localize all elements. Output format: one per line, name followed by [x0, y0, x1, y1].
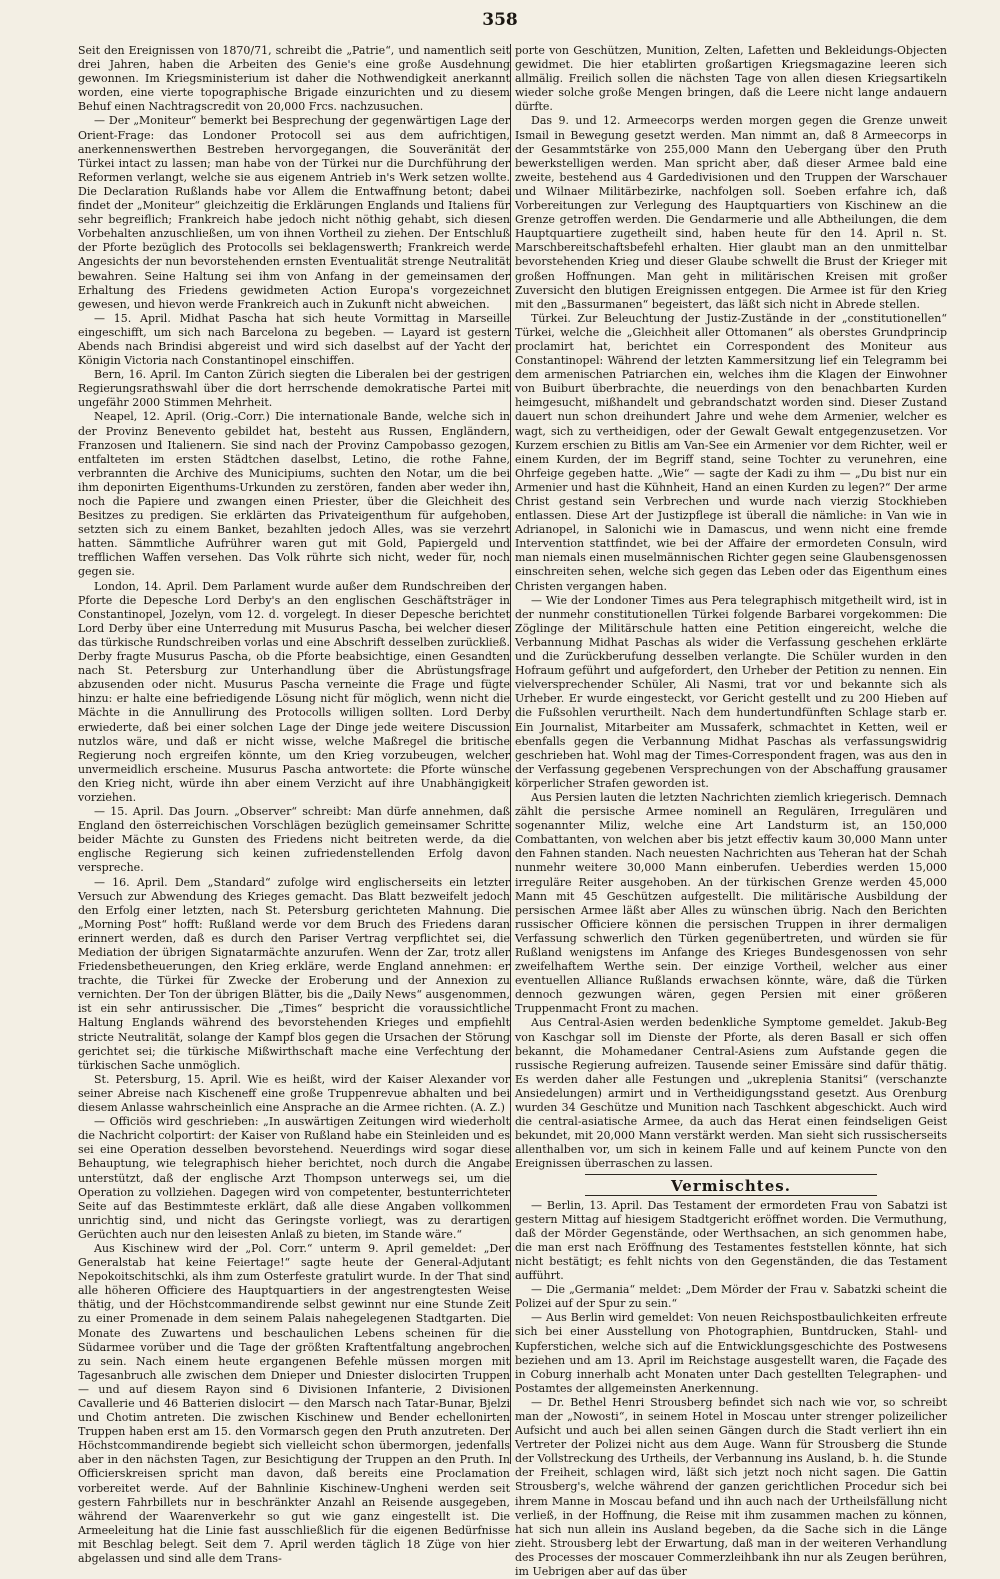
- section-rule: [585, 1195, 877, 1196]
- page-number: 358: [482, 10, 518, 30]
- dateline-paragraph-bern: Bern, 16. April. Im Canton Zürich siegten die Liberalen bei der gestrigen Regierungsrathswahl über die dort herrschende demokratische Partei mit ungefähr 2000 Stimmen Mehrheit.: [78, 368, 510, 410]
- article-paragraph: Das 9. und 12. Armeecorps werden morgen gegen die Grenze unweit Ismail in Bewegung gesetzt werden. Man nimmt an, daß 8 Armeecorps in der Gesammtstärke von 255,000 Mann den Uebergang über den Pruth bewerkstelligen werden. Man spricht aber, daß dieser Armee bald eine zweite, bestehend aus 4 Gardedivisionen und den Truppen der Warschauer und Wilnaer Militärbezirke, nachfolgen soll. Soeben erfahre ich, daß Vorbereitungen zur Verlegung des Hauptquartiers von Kischinew an die Grenze getroffen werden. Die Gendarmerie und alle Abtheilungen, die dem Hauptquartiere zugetheilt sind, haben heute für den 14. April n. St. Marschbereitschaftsbefehl erhalten. Hier glaubt man an den unmittelbar bevorstehenden Krieg und dieser Glaube schwellt die Brust der Krieger mit großen Hoffnungen. Man geht in militärischen Kreisen mit großer Zuversicht den blutigen Ereignissen entgegen. Die Armee ist für den Krieg mit den „Bassurmanen“ begeistert, das läßt sich nicht in Abrede stellen.: [515, 114, 947, 311]
- article-paragraph: — Dr. Bethel Henri Strousberg befindet sich nach wie vor, so schreibt man der „Nowosti“, in seinem Hotel in Moscau unter strenger polizeilicher Aufsicht und auch bei allen seinen Gängen durch die Stadt verliert ihn ein Vertreter der Polizei nicht aus dem Auge. Wann für Strousberg die Stunde der Vollstreckung des Urtheils, der Verbannung ins Ausland, b. h. die Stunde der Freiheit, schlagen wird, läßt sich jetzt noch nicht sagen. Die Gattin Strousberg's, welche während der ganzen gerichtlichen Procedur sich bei ihrem Manne in Moscau befand und ihn auch nach der Urtheilsfällung nicht verließ, in der Hoffnung, die Reise mit ihm zusammen machen zu können, hat sich nun allein ins Ausland begeben, da die Sache sich in die Länge zieht. Strousberg lebt der Erwartung, daß man in der weiteren Verhandlung des Processes der moscauer Commerzleihbank ihn nur als Zeugen berühren, im Uebrigen aber auf das über: [515, 1395, 947, 1579]
- article-paragraph: — Wie der Londoner Times aus Pera telegraphisch mitgetheilt wird, ist in der nunmehr constitutionellen Türkei folgende Barbarei vorgekommen: Die Zöglinge der Militärschule hatten eine Petition eingereicht, welche die Verbannung Midhat Paschas als wider die Verfassung geschehen erklärte und die Zurückberufung desselben verlangte. Die Schüler wurden in den Hofraum geführt und aufgefordert, den Urheber der Petition zu nennen. Ein vielversprechender Schüler, Ali Nasmi, trat vor und bekannte sich als Urheber. Er wurde eingesteckt, vor Gericht gestellt und zu 200 Hieben auf die Fußsohlen verurtheilt. Nach dem hundertundfünften Schlage starb er. Ein Journalist, Mitarbeiter am Mussaferk, schmachtet in Ketten, weil er ebenfalls gegen die Verbannung Midhat Paschas als verfassungswidrig geschrieben hat. Wohl mag der Times-Correspondent fragen, was aus den in der Verfassung gegebenen Versprechungen von der Abschaffung grausamer körperlicher Strafen geworden ist.: [515, 593, 947, 790]
- article-paragraph: — Aus Berlin wird gemeldet: Von neuen Reichspostbaulichkeiten erfreute sich bei einer Ausstellung von Photographien, Buntdrucken, Stahl- und Kupferstichen, welche sich auf die Entwicklungsgeschichte des Postwesens beziehen und am 13. April im Reichstage ausgestellt waren, die Façade des in Coburg innerhalb acht Monaten unter Dach gestellten Telegraphen- und Postamtes der allgemeinsten Anerkennung.: [515, 1311, 947, 1395]
- section-heading: Vermischtes.: [671, 1176, 791, 1195]
- article-paragraph: — 16. April. Dem „Standard“ zufolge wird englischerseits ein letzter Versuch zur Abwendung des Krieges gemacht. Das Blatt bezweifelt jedoch den Erfolg einer letzten, nach St. Petersburg gerichteten Mahnung. Die „Morning Post“ hofft: Rußland werde vor dem Bruch des Friedens daran erinnert werden, daß es durch den Pariser Vertrag verpflichtet sei, die Mediation der übrigen Signatarmächte anzurufen. Wenn der Zar, trotz aller Friedensbetheuerungen, den Krieg erkläre, werde England annehmen: er trachte, die Türkei für Zwecke der Eroberung und der Annexion zu vernichten. Der Ton der übrigen Blätter, bis die „Daily News“ ausgenommen, ist ein sehr antirussischer. Die „Times“ bespricht die voraussichtliche Haltung Englands während des bevorstehenden Krieges und empfiehlt stricte Neutralität, solange der Kampf blos gegen die Ursachen der Störung gerichtet sei; die türkische Mißwirthschaft mache eine Verfechtung der türkischen Sache unmöglich.: [78, 875, 510, 1072]
- dateline-paragraph-neapel: Neapel, 12. April. (Orig.-Corr.) Die internationale Bande, welche sich in der Provinz Benevento gebildet hat, besteht aus Russen, Engländern, Franzosen und Italienern. Sie sind nach der Provinz Campobasso gezogen, entfalteten im ersten Städtchen daselbst, Letino, die rothe Fahne, verbrannten die Archive des Municipiums, suchten den Notar, um die bei ihm deponirten Eigenthums-Urkunden zu zerstören, fanden aber weder ihn, noch die Papiere und zwangen einen Priester, über die Gleichheit des Besitzes zu predigen. Sie erklärten das Privateigenthum für aufgehoben, setzten sich zu einem Banket, bezahlten jedoch Alles, was sie verzehrt hatten. Sämmtliche Aufrührer waren gut mit Gold, Papiergeld und trefflichen Waffen versehen. Das Volk rührte sich nicht, weder für, noch gegen sie.: [78, 410, 510, 579]
- section-rule: [585, 1174, 877, 1175]
- column-divider: [510, 44, 511, 1464]
- dateline-paragraph-tuerkei: Türkei. Zur Beleuchtung der Justiz-Zustände in der „constitutionellen“ Türkei, welche die „Gleichheit aller Ottomanen“ als oberstes Grundprincip proclamirt hat, berichtet ein Correspondent des Moniteur aus Constantinopel: Während der letzten Kammersitzung lief ein Telegramm bei dem armenischen Patriarchen ein, welches ihm die Klagen der Einwohner von Buiburt überbrachte, die neuerdings von den benachbarten Kurden heimgesucht, mißhandelt und gebrandschatzt worden sind. Dieser Zustand dauert nun schon dreihundert Jahre und wehe dem Armenier, welcher es wagt, sich zu vertheidigen, oder der Gewalt Gewalt entgegenzusetzen. Vor Kurzem erschien zu Bitlis am Van-See ein Armenier vor dem Richter, weil er einem Kurden, der im Begriff stand, seine Tochter zu verunehren, eine Ohrfeige gegeben hatte. „Wie“ — sagte der Kadi zu ihm — „Du bist nur ein Armenier und hast die Kühnheit, Hand an einen Kurden zu legen?“ Der arme Christ gestand sein Verbrechen und wurde nach vierzig Stockhieben entlassen. Diese Art der Justizpflege ist überall die nämliche: in Van wie in Adrianopel, in Salonichi wie in Damascus, und wenn nicht eine fremde Intervention stattfindet, wie bei der Affaire der ermordeten Consuln, wird man niemals einen muselmännischen Richter gegen seine Glaubensgenossen einschreiten sehen, welche sich gegen das Leben oder das Eigenthum eines Christen vergangen haben.: [515, 311, 947, 593]
- article-paragraph: — 15. April. Midhat Pascha hat sich heute Vormittag in Marseille eingeschifft, um sich nach Barcelona zu begeben. — Layard ist gestern Abends nach Brindisi abgereist und wird sich daselbst auf der Yacht der Königin Victoria nach Constantinopel einschiffen.: [78, 311, 510, 368]
- left-column: [78, 44, 510, 1566]
- article-paragraph: Aus Kischinew wird der „Pol. Corr.“ unterm 9. April gemeldet: „Der Generalstab hat keine Feiertage!“ sagte heute der General-Adjutant Nepokoitschitschki, als ihm zum Osterfeste gratulirt wurde. In der That sind alle höheren Officiere des Hauptquartiers in der angestrengtesten Weise thätig, und der Höchstcommandirende selbst gewinnt nur eine Stunde Zeit zu einer Promenade in dem seinem Palais nahegelegenen Stadtgarten. Die Monate des Zuwartens und beschaulichen Lebens scheinen für die Südarmee vorüber und die Tage der größten Kraftentfaltung angebrochen zu sein. Nach einem heute ergangenen Befehle müssen morgen mit Tagesanbruch alle zwischen dem Dnieper und Dniester dislocirten Truppen — und auf diesem Rayon sind 6 Divisionen Infanterie, 2 Divisionen Cavallerie und 46 Batterien dislocirt — den Marsch nach Tatar-Bunar, Bjelzi und Chotim antreten. Die zwischen Kischinew und Bender echellonirten Truppen haben erst am 15. den Vormarsch gegen den Pruth anzutreten. Der Höchstcommandirende begiebt sich vielleicht schon übermorgen, jedenfalls aber in den nächsten Tagen, zur Besichtigung der Truppen an den Pruth. In Officierskreisen spricht man davon, daß bereits eine Proclamation vorbereitet werde. Auf der Bahnlinie Kischinew-Ungheni werden seit gestern Fahrbillets nur in beschränkter Anzahl an Reisende ausgegeben, während der Waarenverkehr so gut wie ganz eingestellt ist. Die Armeeleitung hat die Linie fast ausschließlich für die eigenen Bedürfnisse mit Beschlag belegt. Seit dem 7. April werden täglich 18 Züge von hier abgelassen und sind alle dem Trans-: [78, 1241, 510, 1566]
- dateline-paragraph-st-petersburg: St. Petersburg, 15. April. Wie es heißt, wird der Kaiser Alexander vor seiner Abreise nach Kischeneff eine große Truppenrevue abhalten und bei diesem Anlasse wahrscheinlich eine Ansprache an die Armee richten. (A. Z.): [78, 1072, 510, 1115]
- article-paragraph: — 15. April. Das Journ. „Observer“ schreibt: Man dürfe annehmen, daß England den österreichischen Vorschlägen bezüglich gemeinsamer Schritte beider Mächte zu Gunsten des Friedens nicht beitreten werde, da die englische Regierung sich keinen zufriedenstellenden Erfolg davon verspreche.: [78, 805, 510, 875]
- article-paragraph: porte von Geschützen, Munition, Zelten, Lafetten und Bekleidungs-Objecten gewidmet. Die hier etablirten großartigen Kriegsmagazine leeren sich allmälig. Freilich sollen die nächsten Tage von allen diesen Kriegsartikeln wieder solche große Mengen bringen, daß die Leere nicht lange andauern dürfte.: [515, 44, 947, 114]
- article-paragraph: — Officiös wird geschrieben: „In auswärtigen Zeitungen wird wiederholt die Nachricht colportirt: der Kaiser von Rußland habe ein Steinleiden und es sei eine Operation desselben bevorstehend. Neuerdings wird sogar diese Behauptung, wie telegraphisch hieher berichtet, noch durch die Angabe unterstützt, daß der englische Arzt Thompson unterwegs sei, um die Operation zu vollziehen. Dagegen wird von competenter, bestunterrichteter Seite auf das Bestimmteste erklärt, daß alle diese Angaben vollkommen unrichtig sind, und nicht das Geringste vorliegt, was zu derartigen Gerüchten auch nur den leisesten Anlaß zu bieten, im Stande wäre.“: [78, 1115, 510, 1241]
- article-paragraph: — Berlin, 13. April. Das Testament der ermordeten Frau von Sabatzi ist gestern Mittag auf hiesigem Stadtgericht eröffnet worden. Die Vermuthung, daß der Mörder Gegenstände, oder Werthsachen, an sich genommen habe, die man erst nach Eröffnung des Testamentes feststellen könnte, hat sich nicht bestätigt; es fehlt nichts von den Gegenständen, die das Testament aufführt.: [515, 1198, 947, 1283]
- article-paragraph: — Der „Moniteur“ bemerkt bei Besprechung der gegenwärtigen Lage der Orient-Frage: das Londoner Protocoll sei aus dem aufrichtigen, anerkennenswerthen Bestreben hervorgegangen, die Souveränität der Türkei intact zu lassen; man habe von der Türkei nur die Durchführung der Reformen verlangt, welche sie aus eigenem Antrieb in's Werk setzen wollte. Die Declaration Rußlands habe vor Allem die Entwaffnung betont; dabei findet der „Moniteur“ gleichzeitig die Erklärungen Englands und Italiens für sehr begreiflich; Frankreich habe jedoch nicht nöthig gehabt, sich diesen Vorbehalten anzuschließen, um von ihnen Vortheil zu ziehen. Der Entschluß der Pforte bezüglich des Protocolls sei beklagenswerth; Frankreich werde Angesichts der nun bevorstehenden ernsten Eventualität strenge Neutralität bewahren. Seine Haltung sei ihm von Anfang in der gemeinsamen der Erhaltung des Friedens gewidmeten Action Europa's vorgezeichnet gewesen, und hievon werde Frankreich auch in Zukunft nicht abweichen.: [78, 114, 510, 311]
- article-paragraph: Aus Central-Asien werden bedenkliche Symptome gemeldet. Jakub-Beg von Kaschgar soll im Dienste der Pforte, als deren Basall er sich offen bekannt, die Mohamedaner Central-Asiens zum Aufstande gegen die russische Regierung aufreizen. Tausende seiner Emissäre sind dafür thätig. Es werden daher alle Festungen und „ukreplenia Stanitsi“ (verschanzte Ansiedelungen) armirt und in Vertheidigungsstand gesetzt. Aus Orenburg wurden 34 Geschütze und Munition nach Taschkent abgeschickt. Auch wird die central-asiatische Armee, da auch das Herat einen feindseligen Geist bekundet, mit 20,000 Mann verstärkt werden. Man sieht sich russischerseits allenthalben vor, um sich in keinem Falle und auf keinem Puncte von den Ereignissen überraschen zu lassen.: [515, 1016, 947, 1171]
- article-paragraph: — Die „Germania“ meldet: „Dem Mörder der Frau v. Sabatzki scheint die Polizei auf der Spur zu sein.“: [515, 1283, 947, 1311]
- dateline-paragraph-london: London, 14. April. Dem Parlament wurde außer dem Rundschreiben der Pforte die Depesche Lord Derby's an den englischen Geschäftsträger in Constantinopel, Jozelyn, vom 12. d. vorgelegt. In dieser Depesche berichtet Lord Derby über eine Unterredung mit Musurus Pascha, bei welcher dieser das türkische Rundschreiben vorlas und eine Abschrift desselben zurückließ. Derby fragte Musurus Pascha, ob die Pforte beabsichtige, einen Gesandten nach St. Petersburg zur Unterhandlung über die Abrüstungsfrage abzusenden oder nicht. Musurus Pascha verneinte die Frage und fügte hinzu: er halte eine befriedigende Lösung nicht für möglich, wenn nicht die Mächte in die Annullirung des Protocolls willigen sollten. Lord Derby erwiederte, daß bei einer solchen Lage der Dinge jede weitere Discussion nutzlos wäre, und daß er nicht wisse, welche Maßregel die britische Regierung noch ergreifen könnte, um den Krieg vorzubeugen, welcher unvermeidlich erscheine. Musurus Pascha antwortete: die Pforte wünsche den Krieg nicht, würde ihn aber einem Verzicht auf ihre Unabhängigkeit vorziehen.: [78, 579, 510, 804]
- right-column: [515, 44, 947, 1579]
- article-paragraph: Seit den Ereignissen von 1870/71, schreibt die „Patrie“, und namentlich seit drei Jahren, haben die Arbeiten des Genie's eine große Ausdehnung gewonnen. Im Kriegsministerium ist daher die Nothwendigkeit anerkannt worden, eine vierte topographische Brigade einzurichten und zu diesem Behuf einen Nachtragscredit von 20,000 Frcs. nachzusuchen.: [78, 44, 510, 114]
- article-paragraph: Aus Persien lauten die letzten Nachrichten ziemlich kriegerisch. Demnach zählt die persische Armee nominell an Regulären, Irregulären und sogenannter Miliz, welche eine Art Landsturm ist, an 150,000 Combattanten, von welchen aber bis jetzt effectiv kaum 30,000 Mann unter den Fahnen standen. Nach neuesten Nachrichten aus Teheran hat der Schah nunmehr weitere 30,000 Mann einberufen. Ueberdies werden 15,000 irreguläre Reiter ausgehoben. An der türkischen Grenze werden 45,000 Mann mit 45 Geschützen aufgestellt. Die militärische Ausbildung der persischen Armee läßt aber Alles zu wünschen übrig. Nach den Berichten russischer Officiere können die persischen Truppen in ihrer dermaligen Verfassung schwerlich den Türken gegenübertreten, und würden sie für Rußland wenigstens im Anfange des Krieges Bundesgenossen von sehr zweifelhaftem Werthe sein. Der einzige Vortheil, welcher aus einer eventuellen Alliance Rußlands erwachsen könnte, wäre, daß die Türken dennoch gezwungen wären, gegen Persien mit einer größeren Truppenmacht Front zu machen.: [515, 790, 947, 1016]
